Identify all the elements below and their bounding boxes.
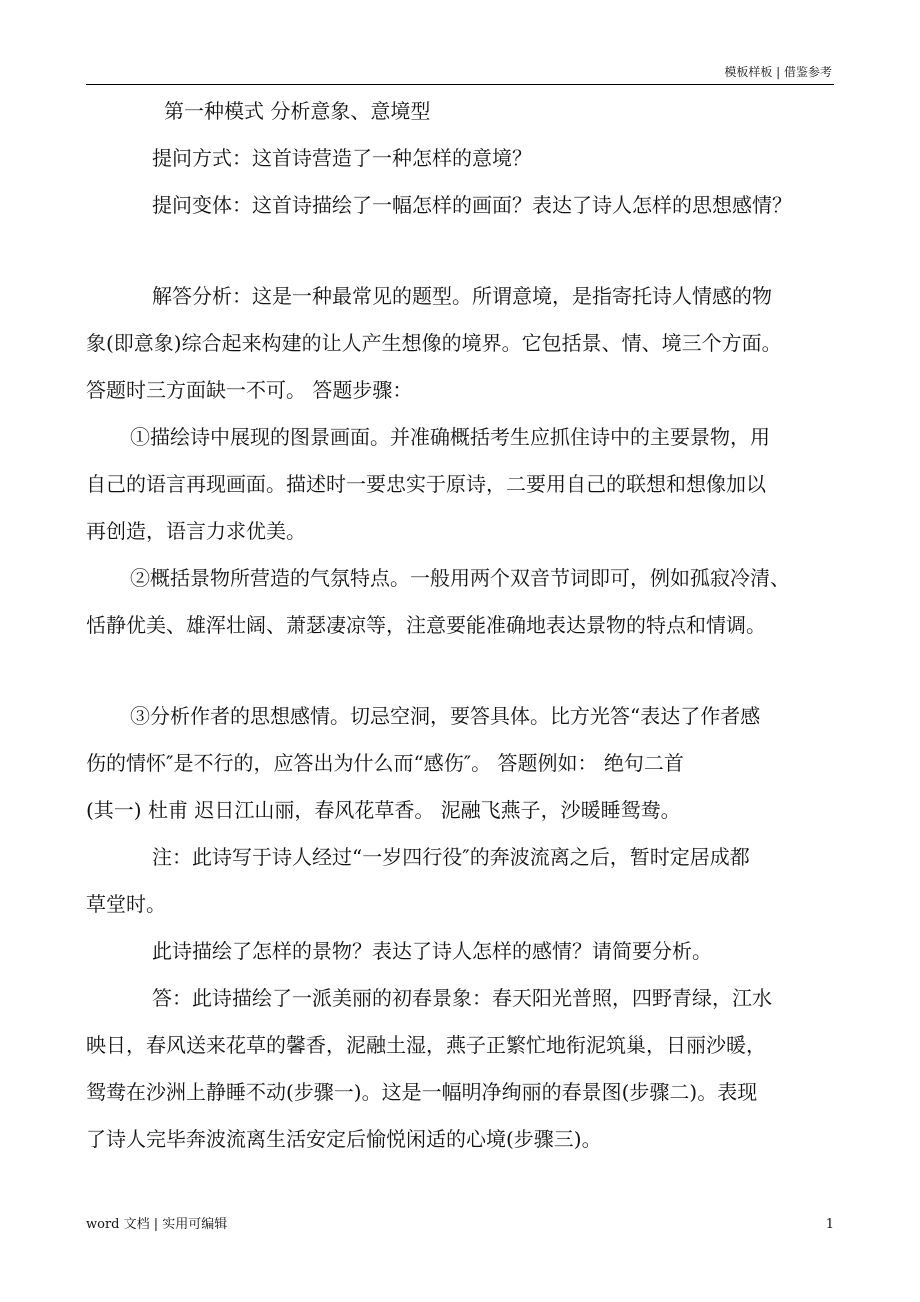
footer-label: word 文档 | 实用可编辑 bbox=[86, 1217, 228, 1232]
text-line: 象(即意象)综合起来构建的让人产生想像的境界。它包括景、情、境三个方面。 bbox=[86, 331, 782, 355]
text-line: 自己的语言再现画面。描述时一要忠实于原诗，二要用自己的联想和想像加以 bbox=[86, 472, 766, 496]
text-line: ③分析作者的思想感情。切忌空洞，要答具体。比方光答“表达了作者感 bbox=[130, 704, 761, 728]
text-line: 映日，春风送来花草的馨香，泥融土湿，燕子正繁忙地衔泥筑巢，日丽沙暖， bbox=[86, 1033, 766, 1057]
header-text: 模板样板 | 借鉴参考 bbox=[724, 65, 832, 79]
text-line: 提问变体：这首诗描绘了一幅怎样的画面？表达了诗人怎样的思想感情？ bbox=[152, 193, 792, 217]
text-line: 了诗人完毕奔波流离生活安定后愉悦闲适的心境(步骤三)。 bbox=[86, 1127, 602, 1151]
text-line: 再创造，语言力求优美。 bbox=[86, 519, 306, 543]
text-line: 恬静优美、雄浑壮阔、萧瑟凄凉等，注意要能准确地表达景物的特点和情调。 bbox=[86, 613, 766, 637]
text-line: 答：此诗描绘了一派美丽的初春景象：春天阳光普照，四野青绿，江水 bbox=[152, 986, 772, 1010]
text-line: 解答分析：这是一种最常见的题型。所谓意境，是指寄托诗人情感的物 bbox=[152, 284, 772, 308]
section-heading: 第一种模式 分析意象、意境型 bbox=[164, 99, 431, 123]
text-line: 鸳鸯在沙洲上静睡不动(步骤一)。这是一幅明净绚丽的春景图(步骤二)。表现 bbox=[86, 1080, 758, 1104]
poem-line: (其一) 杜甫 迟日江山丽，春风花草香。 泥融飞燕子，沙暖睡鸳鸯。 bbox=[86, 798, 681, 822]
text-line: 提问方式：这首诗营造了一种怎样的意境？ bbox=[152, 146, 532, 170]
page-header bbox=[86, 62, 834, 85]
text-line: ①描绘诗中展现的图景画面。并准确概括考生应抓住诗中的主要景物，用 bbox=[130, 425, 770, 449]
text-line: 注：此诗写于诗人经过“一岁四行役″的奔波流离之后，暂时定居成都 bbox=[152, 845, 750, 869]
document-body bbox=[86, 96, 834, 1154]
page-number: 1 bbox=[825, 1217, 834, 1232]
text-line: ②概括景物所营造的气氛特点。一般用两个双音节词即可，例如孤寂冷清、 bbox=[130, 566, 790, 590]
text-line: 答题时三方面缺一不可。 答题步骤： bbox=[86, 378, 413, 402]
text-line: 此诗描绘了怎样的景物？表达了诗人怎样的感情？请简要分析。 bbox=[152, 939, 712, 963]
text-line: 伤的情怀″是不行的，应答出为什么而“感伤″。 答题例如： 绝句二首 bbox=[86, 751, 684, 775]
text-line: 草堂时。 bbox=[86, 892, 166, 916]
